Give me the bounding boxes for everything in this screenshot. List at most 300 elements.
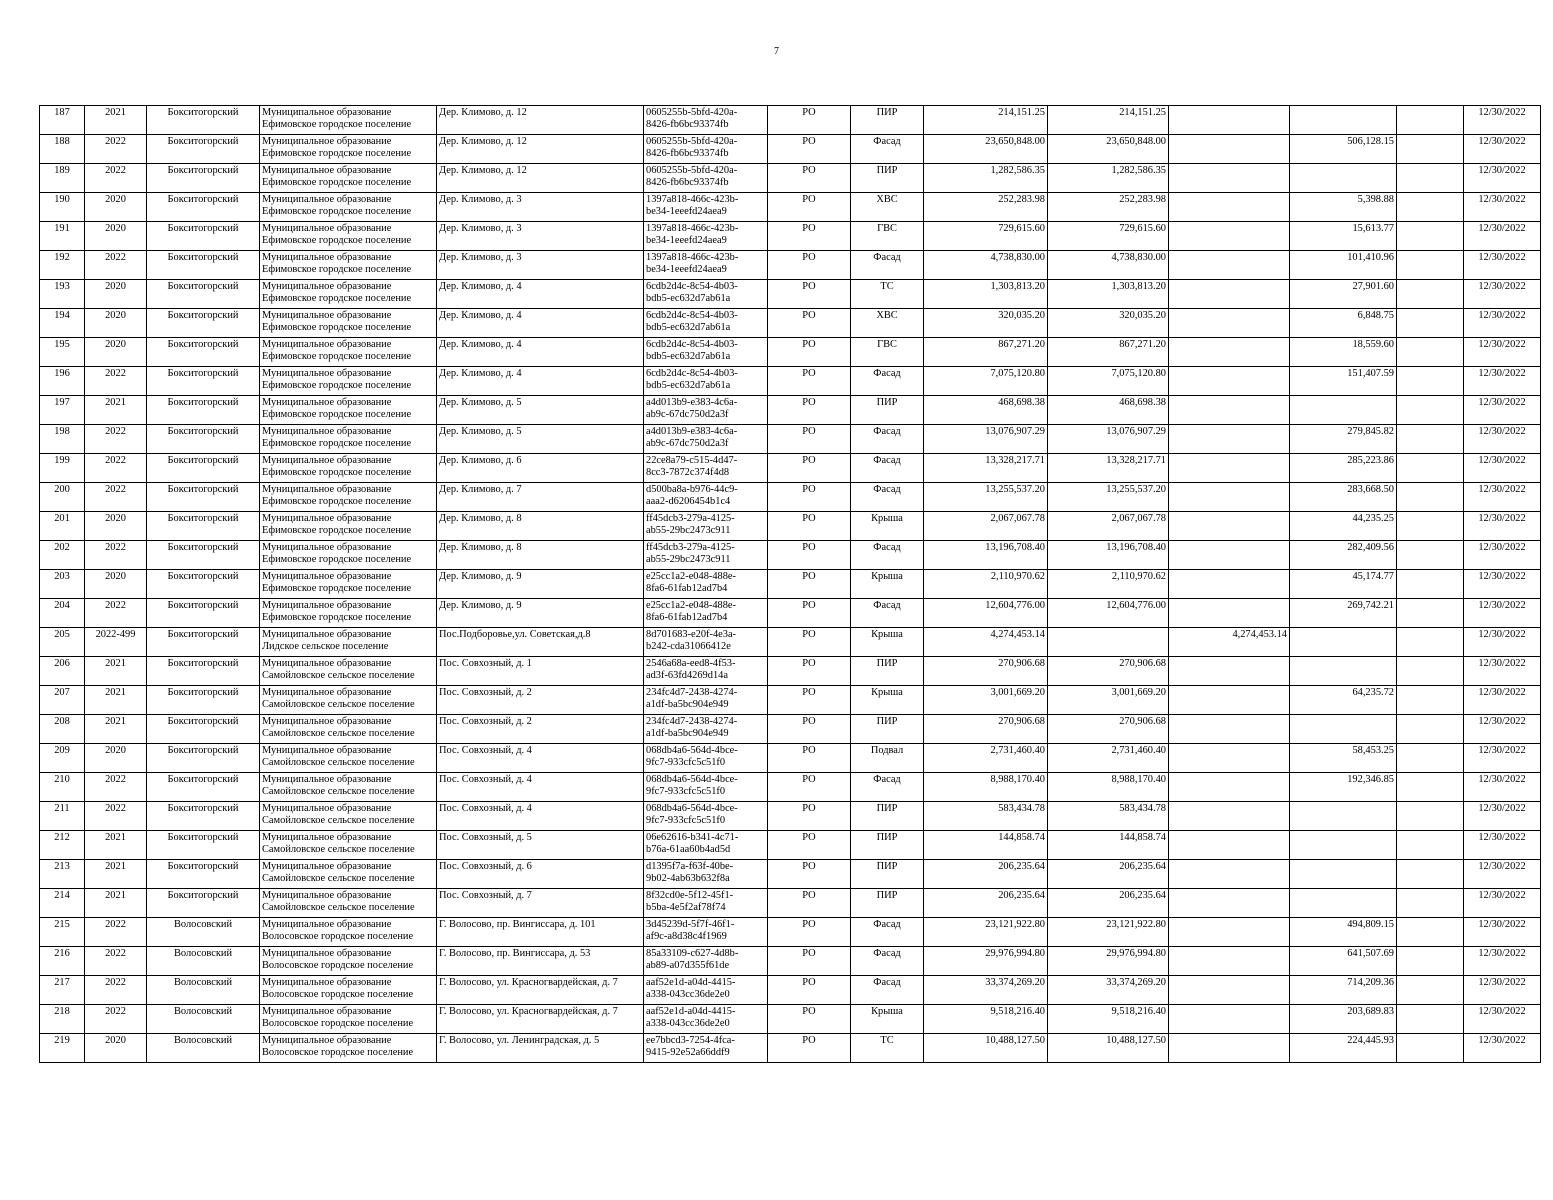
cell-line: Самойловское сельское поселение bbox=[262, 786, 415, 797]
cell-line: a338-043cc36de2e0 bbox=[646, 989, 730, 1000]
cell-extra: 64,235.72 bbox=[1290, 686, 1397, 715]
cell-line: e25cc1a2-e048-488e- bbox=[646, 571, 737, 582]
cell-line: Ефимовское городское поселение bbox=[262, 409, 412, 420]
cell-municipality bbox=[260, 860, 437, 889]
cell-fund: РО bbox=[768, 193, 851, 222]
cell-n: 205 bbox=[40, 628, 85, 657]
cell-municipality bbox=[260, 338, 437, 367]
cell-date: 12/30/2022 bbox=[1464, 744, 1541, 773]
cell-other bbox=[1169, 251, 1290, 280]
cell-municipality bbox=[260, 802, 437, 831]
cell-line: Ефимовское городское поселение bbox=[262, 264, 412, 275]
cell-date: 12/30/2022 bbox=[1464, 599, 1541, 628]
cell-ro: 214,151.25 bbox=[1048, 106, 1169, 135]
cell-empty bbox=[1397, 367, 1464, 396]
cell-work: ХВС bbox=[851, 309, 924, 338]
cell-district: Бокситогорский bbox=[147, 570, 260, 599]
cell-district: Волосовский bbox=[147, 976, 260, 1005]
cell-line: 6cdb2d4c-8c54-4b03- bbox=[646, 368, 738, 379]
cell-line: 8d701683-e20f-4e3a- bbox=[646, 629, 737, 640]
cell-district: Волосовский bbox=[147, 1034, 260, 1063]
cell-extra: 15,613.77 bbox=[1290, 222, 1397, 251]
cell-total: 7,075,120.80 bbox=[924, 367, 1048, 396]
cell-line: Волосовское городское поселение bbox=[262, 989, 414, 1000]
cell-ro: 8,988,170.40 bbox=[1048, 773, 1169, 802]
cell-municipality bbox=[260, 628, 437, 657]
cell-fund: РО bbox=[768, 773, 851, 802]
table-row bbox=[40, 222, 1541, 251]
cell-line: Муниципальное образование bbox=[262, 861, 392, 872]
cell-line: 06e62616-b341-4c71- bbox=[646, 832, 739, 843]
cell-total: 320,035.20 bbox=[924, 309, 1048, 338]
cell-n: 218 bbox=[40, 1005, 85, 1034]
table-row bbox=[40, 802, 1541, 831]
cell-other bbox=[1169, 831, 1290, 860]
register-table bbox=[39, 105, 1541, 1063]
cell-line: Муниципальное образование bbox=[262, 426, 392, 437]
cell-other bbox=[1169, 773, 1290, 802]
cell-date: 12/30/2022 bbox=[1464, 1034, 1541, 1063]
cell-line: aaf52e1d-a04d-4415- bbox=[646, 1006, 736, 1017]
cell-fund: РО bbox=[768, 1005, 851, 1034]
cell-empty bbox=[1397, 106, 1464, 135]
cell-line: Самойловское сельское поселение bbox=[262, 728, 415, 739]
cell-line: Муниципальное образование bbox=[262, 687, 392, 698]
cell-house-id bbox=[644, 599, 768, 628]
cell-date: 12/30/2022 bbox=[1464, 193, 1541, 222]
table-row bbox=[40, 860, 1541, 889]
cell-fund: РО bbox=[768, 483, 851, 512]
table-row bbox=[40, 396, 1541, 425]
cell-line: b5ba-4e5f2af78f74 bbox=[646, 902, 726, 913]
cell-empty bbox=[1397, 744, 1464, 773]
cell-line: 1397a818-466c-423b- bbox=[646, 194, 739, 205]
cell-year: 2022 bbox=[85, 1005, 147, 1034]
table-row bbox=[40, 483, 1541, 512]
cell-house-id bbox=[644, 483, 768, 512]
cell-other bbox=[1169, 1034, 1290, 1063]
cell-n: 196 bbox=[40, 367, 85, 396]
cell-municipality bbox=[260, 483, 437, 512]
cell-house-id bbox=[644, 309, 768, 338]
cell-house-id bbox=[644, 541, 768, 570]
cell-date: 12/30/2022 bbox=[1464, 483, 1541, 512]
cell-district: Бокситогорский bbox=[147, 222, 260, 251]
cell-total: 23,121,922.80 bbox=[924, 918, 1048, 947]
cell-total: 206,235.64 bbox=[924, 889, 1048, 918]
cell-date: 12/30/2022 bbox=[1464, 831, 1541, 860]
cell-date: 12/30/2022 bbox=[1464, 512, 1541, 541]
cell-house-id bbox=[644, 135, 768, 164]
cell-address: Дер. Климово, д. 3 bbox=[437, 251, 644, 280]
cell-work: Фасад bbox=[851, 425, 924, 454]
cell-ro: 12,604,776.00 bbox=[1048, 599, 1169, 628]
cell-total: 729,615.60 bbox=[924, 222, 1048, 251]
cell-extra: 18,559.60 bbox=[1290, 338, 1397, 367]
cell-line: bdb5-ec632d7ab61a bbox=[646, 351, 731, 362]
cell-other bbox=[1169, 802, 1290, 831]
cell-municipality bbox=[260, 251, 437, 280]
cell-line: bdb5-ec632d7ab61a bbox=[646, 293, 731, 304]
cell-date: 12/30/2022 bbox=[1464, 280, 1541, 309]
cell-work: Крыша bbox=[851, 1005, 924, 1034]
cell-municipality bbox=[260, 280, 437, 309]
cell-work: Подвал bbox=[851, 744, 924, 773]
cell-extra: 151,407.59 bbox=[1290, 367, 1397, 396]
cell-empty bbox=[1397, 831, 1464, 860]
cell-line: Муниципальное образование bbox=[262, 513, 392, 524]
cell-house-id bbox=[644, 744, 768, 773]
cell-district: Бокситогорский bbox=[147, 802, 260, 831]
cell-municipality bbox=[260, 976, 437, 1005]
cell-line: 234fc4d7-2438-4274- bbox=[646, 716, 738, 727]
cell-district: Бокситогорский bbox=[147, 860, 260, 889]
cell-line: Муниципальное образование bbox=[262, 107, 392, 118]
cell-house-id bbox=[644, 1005, 768, 1034]
cell-house-id bbox=[644, 570, 768, 599]
cell-line: aaf52e1d-a04d-4415- bbox=[646, 977, 736, 988]
cell-total: 3,001,669.20 bbox=[924, 686, 1048, 715]
table-row bbox=[40, 454, 1541, 483]
cell-line: 9b02-4ab63b632f8a bbox=[646, 873, 730, 884]
cell-address: Дер. Климово, д. 12 bbox=[437, 135, 644, 164]
cell-year: 2021 bbox=[85, 831, 147, 860]
cell-empty bbox=[1397, 193, 1464, 222]
cell-fund: РО bbox=[768, 251, 851, 280]
cell-fund: РО bbox=[768, 454, 851, 483]
cell-line: Волосовское городское поселение bbox=[262, 1018, 414, 1029]
cell-fund: РО bbox=[768, 512, 851, 541]
cell-address: Пос. Совхозный, д. 2 bbox=[437, 686, 644, 715]
cell-address: Г. Волосово, пр. Вингиссара, д. 53 bbox=[437, 947, 644, 976]
cell-line: Волосовское городское поселение bbox=[262, 1047, 414, 1058]
cell-total: 252,283.98 bbox=[924, 193, 1048, 222]
cell-work: Фасад bbox=[851, 918, 924, 947]
cell-line: ff45dcb3-279a-4125- bbox=[646, 513, 735, 524]
cell-line: 9fc7-933cfc5c51f0 bbox=[646, 757, 726, 768]
cell-fund: РО bbox=[768, 628, 851, 657]
cell-line: 8fa6-61fab12ad7b4 bbox=[646, 612, 728, 623]
cell-empty bbox=[1397, 773, 1464, 802]
cell-date: 12/30/2022 bbox=[1464, 164, 1541, 193]
cell-district: Бокситогорский bbox=[147, 773, 260, 802]
cell-address: Дер. Климово, д. 4 bbox=[437, 367, 644, 396]
cell-line: b76a-61aa60b4ad5d bbox=[646, 844, 731, 855]
cell-year: 2021 bbox=[85, 860, 147, 889]
cell-district: Бокситогорский bbox=[147, 512, 260, 541]
cell-total: 270,906.68 bbox=[924, 715, 1048, 744]
cell-date: 12/30/2022 bbox=[1464, 396, 1541, 425]
cell-line: 6cdb2d4c-8c54-4b03- bbox=[646, 339, 738, 350]
cell-n: 207 bbox=[40, 686, 85, 715]
cell-date: 12/30/2022 bbox=[1464, 222, 1541, 251]
cell-address: Пос. Совхозный, д. 6 bbox=[437, 860, 644, 889]
cell-n: 189 bbox=[40, 164, 85, 193]
cell-municipality bbox=[260, 425, 437, 454]
cell-line: be34-1eeefd24aea9 bbox=[646, 235, 727, 246]
cell-date: 12/30/2022 bbox=[1464, 367, 1541, 396]
cell-line: 2546a68a-eed8-4f53- bbox=[646, 658, 736, 669]
cell-other bbox=[1169, 454, 1290, 483]
cell-address: Дер. Климово, д. 5 bbox=[437, 425, 644, 454]
cell-line: 068db4a6-564d-4bce- bbox=[646, 774, 738, 785]
cell-address: Дер. Климово, д. 4 bbox=[437, 280, 644, 309]
cell-municipality bbox=[260, 396, 437, 425]
cell-year: 2021 bbox=[85, 686, 147, 715]
cell-line: Ефимовское городское поселение bbox=[262, 496, 412, 507]
cell-district: Волосовский bbox=[147, 918, 260, 947]
cell-house-id bbox=[644, 773, 768, 802]
table-row bbox=[40, 976, 1541, 1005]
cell-line: Ефимовское городское поселение bbox=[262, 438, 412, 449]
cell-date: 12/30/2022 bbox=[1464, 628, 1541, 657]
cell-address: Дер. Климово, д. 9 bbox=[437, 570, 644, 599]
cell-other bbox=[1169, 541, 1290, 570]
cell-line: Муниципальное образование bbox=[262, 629, 392, 640]
cell-line: Муниципальное образование bbox=[262, 252, 392, 263]
cell-empty bbox=[1397, 483, 1464, 512]
cell-empty bbox=[1397, 309, 1464, 338]
cell-fund: РО bbox=[768, 831, 851, 860]
cell-municipality bbox=[260, 222, 437, 251]
cell-work: Фасад bbox=[851, 367, 924, 396]
cell-line: Ефимовское городское поселение bbox=[262, 380, 412, 391]
cell-other bbox=[1169, 860, 1290, 889]
cell-house-id bbox=[644, 280, 768, 309]
cell-house-id bbox=[644, 193, 768, 222]
cell-n: 214 bbox=[40, 889, 85, 918]
cell-district: Бокситогорский bbox=[147, 338, 260, 367]
cell-n: 204 bbox=[40, 599, 85, 628]
cell-other bbox=[1169, 744, 1290, 773]
table-row bbox=[40, 425, 1541, 454]
cell-extra bbox=[1290, 396, 1397, 425]
cell-line: 9fc7-933cfc5c51f0 bbox=[646, 815, 726, 826]
cell-work: Крыша bbox=[851, 570, 924, 599]
cell-ro: 23,121,922.80 bbox=[1048, 918, 1169, 947]
cell-address: Пос. Совхозный, д. 4 bbox=[437, 744, 644, 773]
cell-fund: РО bbox=[768, 947, 851, 976]
cell-n: 219 bbox=[40, 1034, 85, 1063]
cell-total: 1,303,813.20 bbox=[924, 280, 1048, 309]
cell-fund: РО bbox=[768, 1034, 851, 1063]
cell-ro: 320,035.20 bbox=[1048, 309, 1169, 338]
cell-address: Пос.Подборовье,ул. Советская,д.8 bbox=[437, 628, 644, 657]
cell-n: 193 bbox=[40, 280, 85, 309]
cell-fund: РО bbox=[768, 802, 851, 831]
cell-date: 12/30/2022 bbox=[1464, 947, 1541, 976]
table-row bbox=[40, 135, 1541, 164]
cell-line: Муниципальное образование bbox=[262, 600, 392, 611]
cell-line: bdb5-ec632d7ab61a bbox=[646, 380, 731, 391]
cell-line: Ефимовское городское поселение bbox=[262, 467, 412, 478]
cell-ro: 33,374,269.20 bbox=[1048, 976, 1169, 1005]
cell-municipality bbox=[260, 947, 437, 976]
cell-line: a4d013b9-e383-4c6a- bbox=[646, 426, 738, 437]
cell-other bbox=[1169, 222, 1290, 251]
cell-extra bbox=[1290, 657, 1397, 686]
cell-ro: 2,110,970.62 bbox=[1048, 570, 1169, 599]
cell-line: 234fc4d7-2438-4274- bbox=[646, 687, 738, 698]
cell-work: Фасад bbox=[851, 251, 924, 280]
cell-line: Ефимовское городское поселение bbox=[262, 293, 412, 304]
cell-ro: 1,303,813.20 bbox=[1048, 280, 1169, 309]
cell-n: 210 bbox=[40, 773, 85, 802]
cell-line: 9415-92e52a66ddf9 bbox=[646, 1047, 730, 1058]
cell-year: 2022 bbox=[85, 483, 147, 512]
cell-ro: 2,067,067.78 bbox=[1048, 512, 1169, 541]
cell-house-id bbox=[644, 106, 768, 135]
cell-work: Фасад bbox=[851, 483, 924, 512]
cell-work: ПИР bbox=[851, 860, 924, 889]
cell-empty bbox=[1397, 396, 1464, 425]
cell-total: 23,650,848.00 bbox=[924, 135, 1048, 164]
cell-address: Г. Волосово, ул. Красногвардейская, д. 7 bbox=[437, 976, 644, 1005]
cell-n: 197 bbox=[40, 396, 85, 425]
cell-ro: 468,698.38 bbox=[1048, 396, 1169, 425]
cell-municipality bbox=[260, 164, 437, 193]
cell-line: ee7bbcd3-7254-4fca- bbox=[646, 1035, 735, 1046]
cell-total: 867,271.20 bbox=[924, 338, 1048, 367]
cell-other bbox=[1169, 106, 1290, 135]
cell-year: 2022-499 bbox=[85, 628, 147, 657]
cell-line: Муниципальное образование bbox=[262, 194, 392, 205]
cell-municipality bbox=[260, 1034, 437, 1063]
cell-total: 13,328,217.71 bbox=[924, 454, 1048, 483]
cell-empty bbox=[1397, 976, 1464, 1005]
cell-house-id bbox=[644, 222, 768, 251]
cell-work: Крыша bbox=[851, 628, 924, 657]
cell-total: 2,067,067.78 bbox=[924, 512, 1048, 541]
cell-line: Муниципальное образование bbox=[262, 571, 392, 582]
cell-extra bbox=[1290, 802, 1397, 831]
cell-ro: 270,906.68 bbox=[1048, 657, 1169, 686]
cell-district: Бокситогорский bbox=[147, 193, 260, 222]
table-row bbox=[40, 1034, 1541, 1063]
cell-date: 12/30/2022 bbox=[1464, 860, 1541, 889]
cell-house-id bbox=[644, 367, 768, 396]
cell-fund: РО bbox=[768, 686, 851, 715]
cell-house-id bbox=[644, 889, 768, 918]
cell-fund: РО bbox=[768, 164, 851, 193]
table-row bbox=[40, 947, 1541, 976]
cell-n: 198 bbox=[40, 425, 85, 454]
table-row bbox=[40, 367, 1541, 396]
cell-extra: 494,809.15 bbox=[1290, 918, 1397, 947]
cell-other bbox=[1169, 918, 1290, 947]
cell-other bbox=[1169, 280, 1290, 309]
cell-total: 8,988,170.40 bbox=[924, 773, 1048, 802]
cell-district: Волосовский bbox=[147, 1005, 260, 1034]
cell-municipality bbox=[260, 715, 437, 744]
cell-house-id bbox=[644, 628, 768, 657]
cell-line: 1397a818-466c-423b- bbox=[646, 223, 739, 234]
cell-line: Самойловское сельское поселение bbox=[262, 902, 415, 913]
cell-year: 2022 bbox=[85, 773, 147, 802]
cell-n: 208 bbox=[40, 715, 85, 744]
cell-line: Ефимовское городское поселение bbox=[262, 177, 412, 188]
cell-district: Бокситогорский bbox=[147, 367, 260, 396]
cell-n: 199 bbox=[40, 454, 85, 483]
cell-date: 12/30/2022 bbox=[1464, 425, 1541, 454]
table-row bbox=[40, 570, 1541, 599]
cell-total: 29,976,994.80 bbox=[924, 947, 1048, 976]
cell-line: 0605255b-5bfd-420a- bbox=[646, 136, 738, 147]
cell-extra: 58,453.25 bbox=[1290, 744, 1397, 773]
table-row bbox=[40, 309, 1541, 338]
cell-district: Бокситогорский bbox=[147, 889, 260, 918]
cell-n: 190 bbox=[40, 193, 85, 222]
cell-municipality bbox=[260, 193, 437, 222]
cell-extra: 714,209.36 bbox=[1290, 976, 1397, 1005]
cell-house-id bbox=[644, 947, 768, 976]
cell-fund: РО bbox=[768, 222, 851, 251]
cell-empty bbox=[1397, 454, 1464, 483]
cell-line: ab55-29bc2473c911 bbox=[646, 554, 731, 565]
cell-fund: РО bbox=[768, 570, 851, 599]
cell-line: Муниципальное образование bbox=[262, 1035, 392, 1046]
cell-fund: РО bbox=[768, 425, 851, 454]
cell-other bbox=[1169, 599, 1290, 628]
cell-fund: РО bbox=[768, 106, 851, 135]
cell-other bbox=[1169, 976, 1290, 1005]
cell-year: 2021 bbox=[85, 889, 147, 918]
cell-work: ПИР bbox=[851, 715, 924, 744]
cell-fund: РО bbox=[768, 280, 851, 309]
cell-empty bbox=[1397, 802, 1464, 831]
cell-line: Муниципальное образование bbox=[262, 658, 392, 669]
cell-line: Муниципальное образование bbox=[262, 1006, 392, 1017]
cell-extra: 192,346.85 bbox=[1290, 773, 1397, 802]
cell-total: 33,374,269.20 bbox=[924, 976, 1048, 1005]
cell-n: 211 bbox=[40, 802, 85, 831]
cell-municipality bbox=[260, 135, 437, 164]
cell-total: 12,604,776.00 bbox=[924, 599, 1048, 628]
cell-n: 191 bbox=[40, 222, 85, 251]
cell-line: Ефимовское городское поселение bbox=[262, 235, 412, 246]
cell-empty bbox=[1397, 251, 1464, 280]
cell-date: 12/30/2022 bbox=[1464, 657, 1541, 686]
cell-address: Дер. Климово, д. 8 bbox=[437, 512, 644, 541]
cell-line: Муниципальное образование bbox=[262, 948, 392, 959]
cell-address: Г. Волосово, пр. Вингиссара, д. 101 bbox=[437, 918, 644, 947]
cell-line: bdb5-ec632d7ab61a bbox=[646, 322, 731, 333]
cell-work: ПИР bbox=[851, 831, 924, 860]
cell-year: 2022 bbox=[85, 135, 147, 164]
cell-work: ХВС bbox=[851, 193, 924, 222]
cell-line: Муниципальное образование bbox=[262, 745, 392, 756]
cell-empty bbox=[1397, 715, 1464, 744]
cell-line: 22ce8a79-c515-4d47- bbox=[646, 455, 738, 466]
cell-line: Муниципальное образование bbox=[262, 832, 392, 843]
cell-line: 1397a818-466c-423b- bbox=[646, 252, 739, 263]
cell-empty bbox=[1397, 889, 1464, 918]
cell-address: Г. Волосово, ул. Ленинградская, д. 5 bbox=[437, 1034, 644, 1063]
cell-extra: 282,409.56 bbox=[1290, 541, 1397, 570]
cell-address: Дер. Климово, д. 9 bbox=[437, 599, 644, 628]
cell-n: 206 bbox=[40, 657, 85, 686]
cell-line: 8cc3-7872c374f4d8 bbox=[646, 467, 730, 478]
cell-n: 212 bbox=[40, 831, 85, 860]
cell-other bbox=[1169, 338, 1290, 367]
cell-n: 192 bbox=[40, 251, 85, 280]
cell-total: 144,858.74 bbox=[924, 831, 1048, 860]
cell-line: a1df-ba5bc904e949 bbox=[646, 728, 729, 739]
cell-line: 3d45239d-5f7f-46f1- bbox=[646, 919, 735, 930]
cell-year: 2020 bbox=[85, 193, 147, 222]
cell-house-id bbox=[644, 425, 768, 454]
cell-line: Муниципальное образование bbox=[262, 977, 392, 988]
